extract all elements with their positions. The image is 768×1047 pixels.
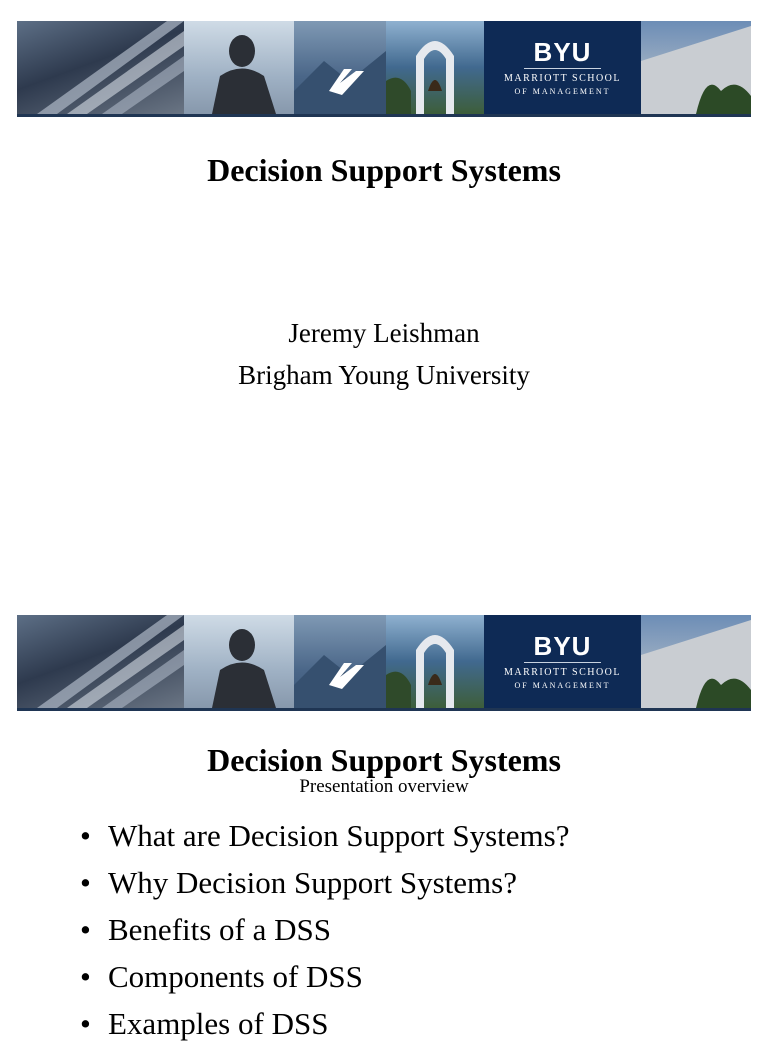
mountain-y-icon — [294, 21, 386, 114]
overview-bullet-list — [80, 812, 569, 1047]
statue-silhouette — [184, 21, 294, 114]
slide2-title: Decision Support Systems — [207, 742, 561, 778]
banner-rule — [17, 114, 751, 117]
slide2-banner — [17, 615, 751, 711]
bullet-item — [80, 859, 569, 906]
logo-school-name: MARRIOTT SCHOOL — [503, 667, 622, 678]
bell-tower-icon — [386, 21, 484, 114]
byu-logo-text: BYU — [533, 37, 592, 67]
slide1-banner — [17, 21, 751, 117]
building-photo — [17, 21, 184, 114]
institution-name: Brigham Young University — [238, 360, 530, 390]
building-stripes — [17, 21, 184, 114]
banner-rule — [17, 708, 751, 711]
bullet-text: Benefits of a DSS — [108, 912, 332, 947]
building-trees-icon — [641, 21, 751, 114]
slide1-title: Decision Support Systems — [207, 152, 561, 188]
logo-divider — [524, 68, 601, 69]
statue-silhouette — [184, 615, 294, 708]
bullet-item — [80, 812, 569, 859]
campus-building-photo — [641, 615, 751, 708]
bullet-dot: • — [80, 912, 91, 947]
bullet-dot: • — [80, 865, 91, 900]
building-photo — [17, 615, 184, 708]
bullet-dot: • — [80, 1006, 91, 1041]
slide1-author-block — [0, 312, 768, 396]
statue-photo — [184, 21, 294, 114]
campus-building-photo — [641, 21, 751, 114]
logo-school-name: MARRIOTT SCHOOL — [503, 73, 622, 84]
bullet-item — [80, 906, 569, 953]
bullet-text: Examples of DSS — [108, 1006, 329, 1041]
author-name: Jeremy Leishman — [288, 318, 480, 348]
mountain-y-photo — [294, 21, 386, 114]
logo-divider — [524, 662, 601, 663]
bullet-text: Components of DSS — [108, 959, 363, 994]
byu-logo — [484, 21, 641, 114]
mountain-y-icon — [294, 615, 386, 708]
byu-logo — [484, 615, 641, 708]
statue-photo — [184, 615, 294, 708]
bullet-text: What are Decision Support Systems? — [108, 818, 570, 853]
logo-school-subname: OF MANAGEMENT — [514, 87, 611, 96]
bell-tower-icon — [386, 615, 484, 708]
bullet-item — [80, 953, 569, 1000]
logo-school-subname: OF MANAGEMENT — [514, 681, 611, 690]
byu-logo-text: BYU — [533, 631, 592, 661]
bullet-dot: • — [80, 818, 91, 853]
mountain-y-photo — [294, 615, 386, 708]
slide2-subtitle: Presentation overview — [299, 776, 469, 797]
bell-tower-photo — [386, 615, 484, 708]
building-trees-icon — [641, 615, 751, 708]
bullet-text: Why Decision Support Systems? — [108, 865, 517, 900]
building-stripes — [17, 615, 184, 708]
bell-tower-photo — [386, 21, 484, 114]
bullet-dot: • — [80, 959, 91, 994]
